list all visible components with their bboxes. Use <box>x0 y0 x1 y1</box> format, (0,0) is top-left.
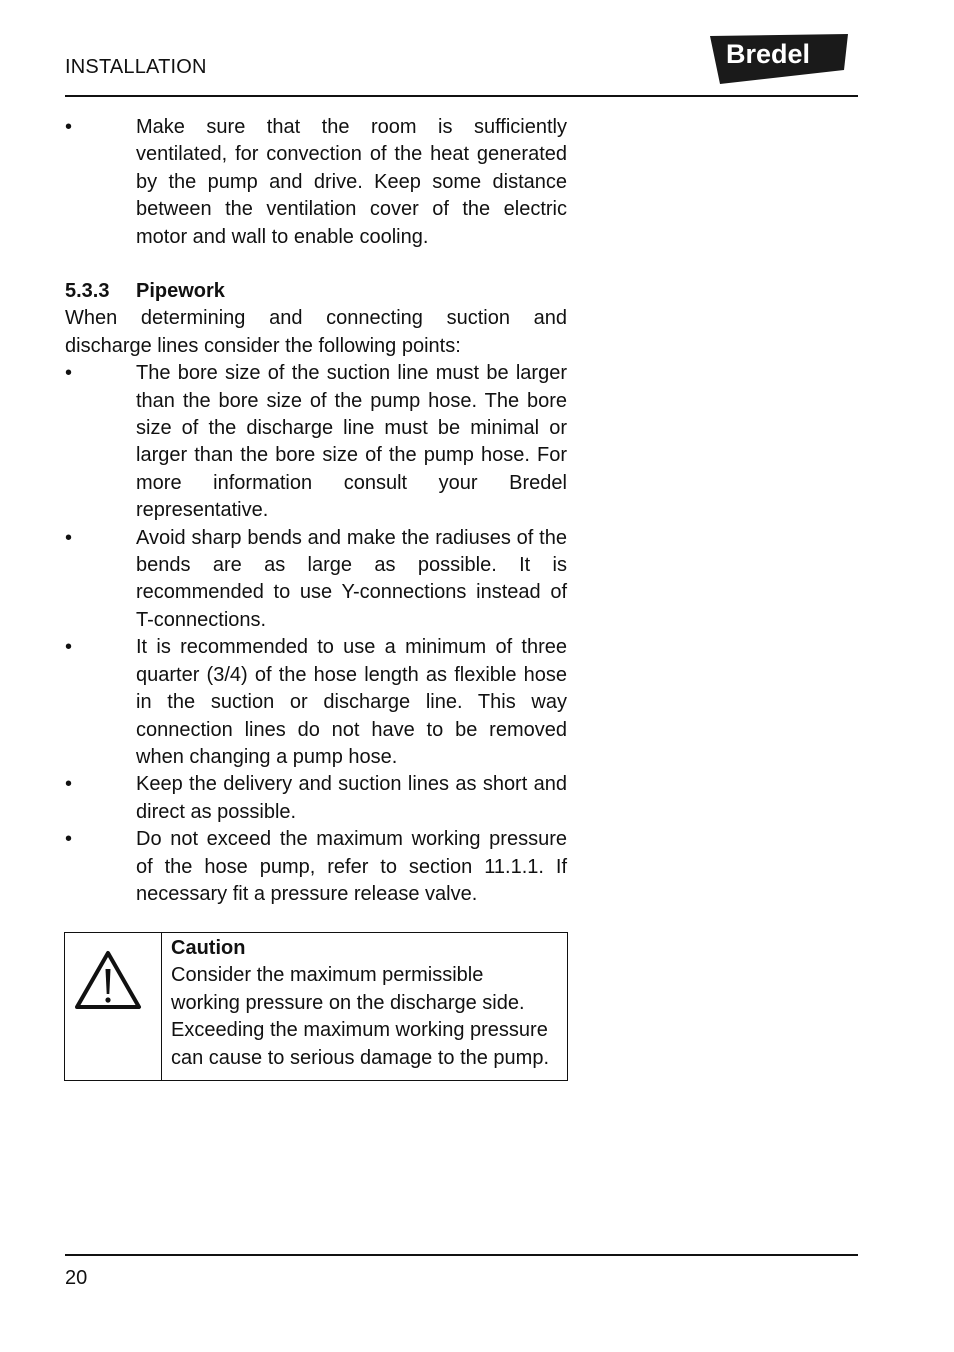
bullet-dot: • <box>65 526 73 549</box>
bullet-text: Do not exceed the maximum working pressure of the hose pump, refer to section 11.1.1. If necessary fit a pressure release valve. <box>136 828 567 905</box>
section-heading <box>65 278 567 305</box>
list-item <box>65 525 567 635</box>
caution-icon-cell <box>65 933 162 1080</box>
list-item <box>65 826 567 908</box>
bullet-text: Avoid sharp bends and make the radiuses of the bends are as large as possible. It is recommended to use Y-connections instead of T-connections. <box>136 526 567 631</box>
bullet-text: The bore size of the suction line must be larger than the bore size of the pump hose. The bore size of the discharge line must be minimal or larger than the bore size of the pump hose. For more information consult your Bredel representative. <box>136 362 567 522</box>
list-item <box>65 114 567 251</box>
section-number: 5.3.3 <box>65 280 110 302</box>
bullet-dot: • <box>65 362 73 385</box>
list-item <box>65 771 567 826</box>
caution-box <box>64 932 568 1081</box>
section-intro: When determining and connecting suction and discharge lines consider the following points: <box>65 307 567 357</box>
bredel-logo <box>708 34 850 86</box>
page-number: 20 <box>65 1267 88 1289</box>
list-item <box>65 360 567 524</box>
footer-rule <box>65 1254 858 1256</box>
bullet-text: Keep the delivery and suction lines as short and direct as possible. <box>136 773 567 823</box>
caution-line: working pressure on the discharge side. <box>171 991 525 1014</box>
list-item <box>65 634 567 771</box>
caution-text-cell <box>162 933 567 1080</box>
bullet-text: It is recommended to use a minimum of three quarter (3/4) of the hose length as flexible hose in the suction or discharge line. This way connection lines do not have to be removed when changing a pump hose. <box>136 636 567 768</box>
caution-line: Consider the maximum permissible <box>171 964 484 987</box>
header-section-title: INSTALLATION <box>65 56 207 78</box>
header-rule <box>65 95 858 97</box>
bullet-dot: • <box>65 828 73 851</box>
pipework-section <box>65 278 567 908</box>
section-title: Pipework <box>136 280 225 302</box>
caution-line: Exceeding the maximum working pressure <box>171 1019 548 1042</box>
intro-bullet-block <box>65 114 567 251</box>
bullet-dot: • <box>65 116 73 138</box>
svg-text:Bredel: Bredel <box>726 39 811 69</box>
bullet-dot: • <box>65 636 73 659</box>
caution-title: Caution <box>171 937 246 959</box>
bullet-dot: • <box>65 773 73 796</box>
caution-line: can cause to serious damage to the pump. <box>171 1046 550 1069</box>
bullet-text: Make sure that the room is sufficiently ventilated, for convection of the heat generated by the pump and drive. Keep some distance between the ventilation cover of the electric motor and wall to enable cooling. <box>136 116 567 248</box>
warning-triangle-icon <box>73 949 143 1013</box>
